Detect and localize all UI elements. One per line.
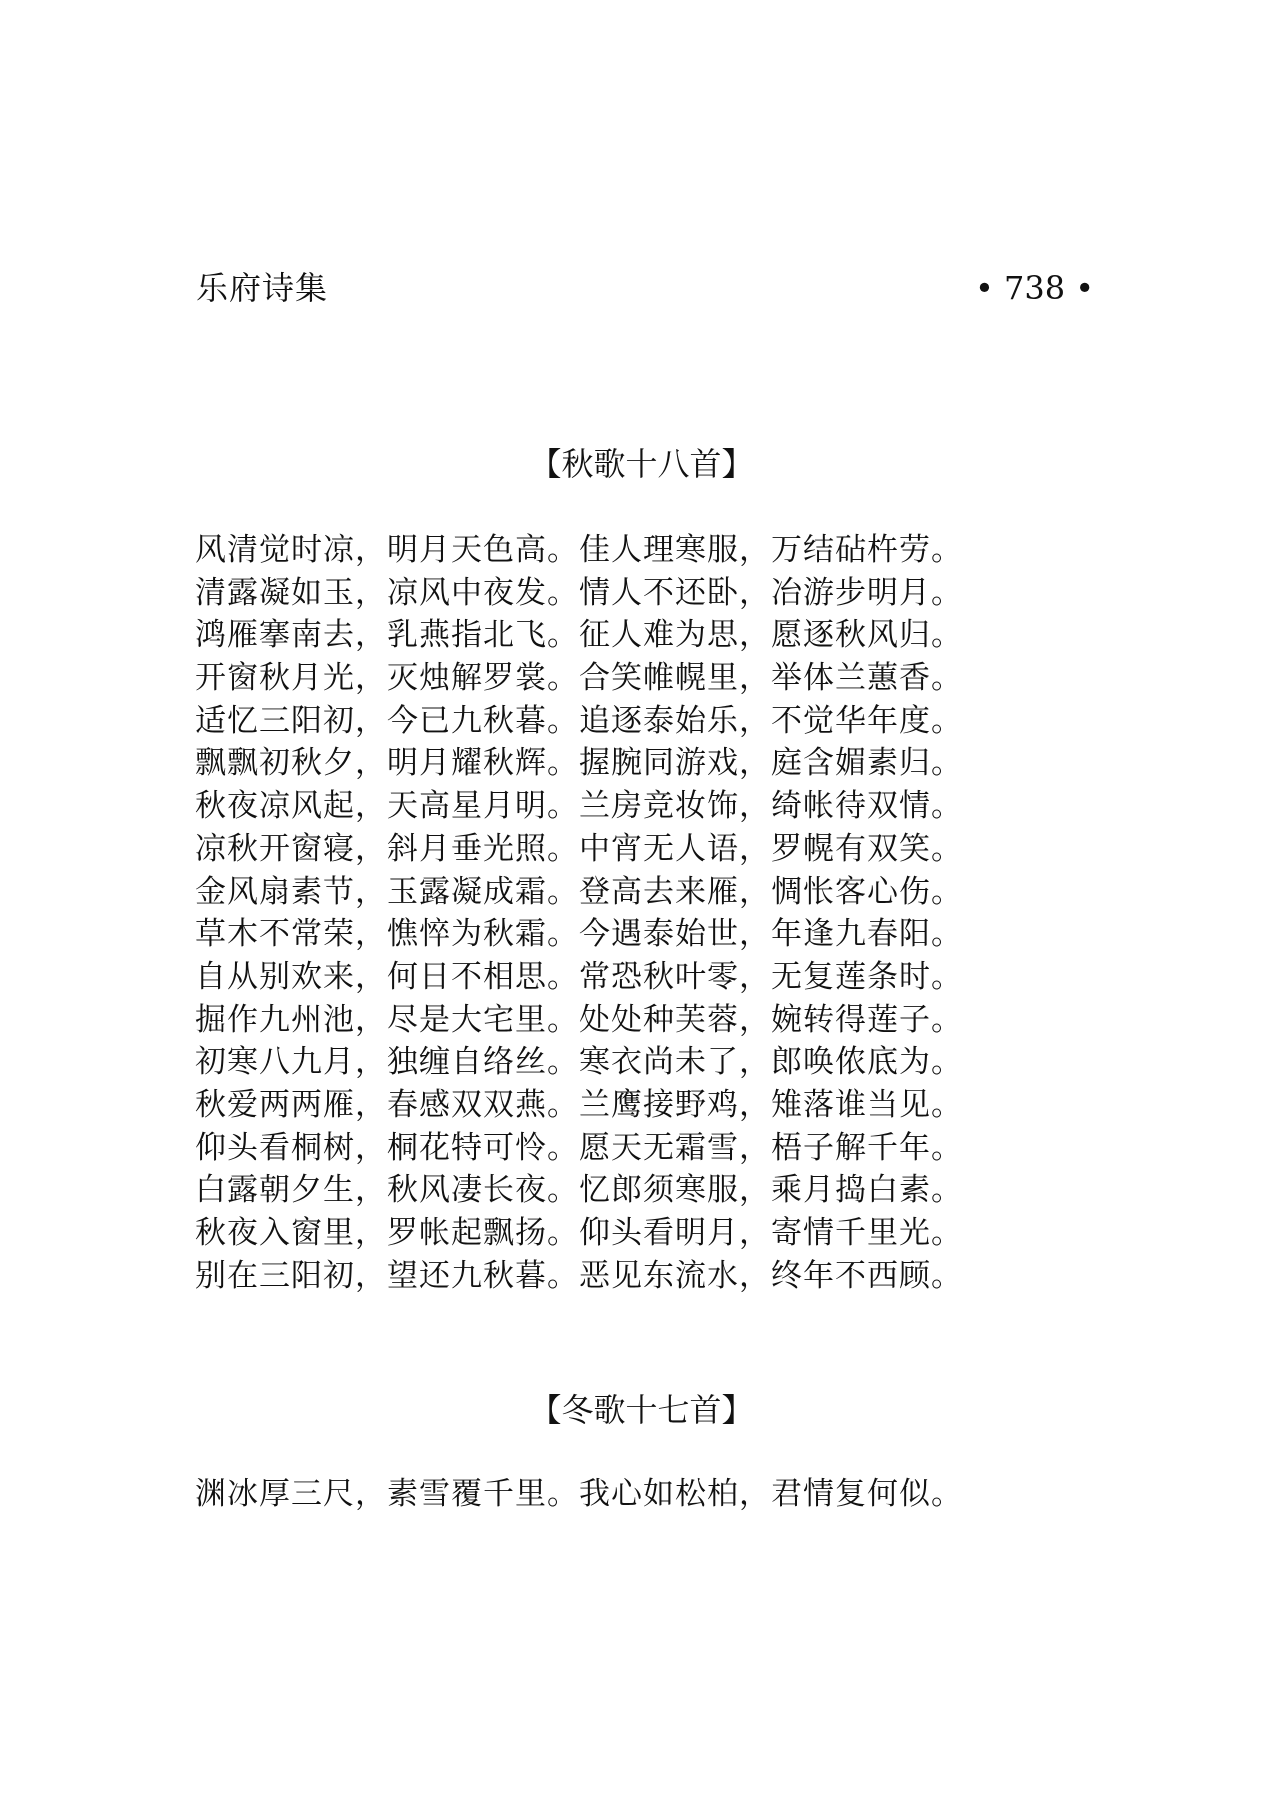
poem-line: 秋夜凉风起，天高星月明。兰房竞妆饰，绮帐待双情。 — [195, 788, 963, 825]
poem-line: 白露朝夕生，秋风凄长夜。忆郎须寒服，乘月捣白素。 — [195, 1172, 963, 1209]
page-number: • 738 • — [975, 269, 1095, 307]
poem-line: 秋夜入窗里，罗帐起飘扬。仰头看明月，寄情千里光。 — [195, 1215, 963, 1251]
poem-line: 飘飘初秋夕，明月耀秋辉。握腕同游戏，庭含媚素归。 — [195, 745, 963, 782]
poem-line: 自从别欢来，何日不相思。常恐秋叶零，无复莲条时。 — [195, 958, 963, 995]
poem-line: 渊冰厚三尺，素雪覆千里。我心如松柏，君情复何似。 — [195, 1476, 963, 1512]
poem-autumn-songs — [195, 529, 963, 1297]
book-title: 乐府诗集 — [196, 269, 329, 307]
poem-line: 金风扇素节，玉露凝成霜。登高去来雁，惆怅客心伤。 — [195, 873, 963, 910]
poem-line: 仰头看桐树，桐花特可怜。愿天无霜雪，梧子解千年。 — [195, 1129, 963, 1166]
poem-line: 凉秋开窗寝，斜月垂光照。中宵无人语，罗幌有双笑。 — [195, 830, 963, 867]
poem-line: 掘作九州池，尽是大宅里。处处种芙蓉，婉转得莲子。 — [195, 1001, 963, 1038]
poem-line: 风清觉时凉，明月天色高。佳人理寒服，万结砧杵劳。 — [195, 532, 963, 568]
poem-line: 别在三阳初，望还九秋暮。恶见东流水，终年不西顾。 — [195, 1257, 963, 1294]
poem-line: 秋爱两两雁，春感双双燕。兰鹰接野鸡，雉落谁当见。 — [195, 1086, 963, 1123]
section-heading-winter-songs: 【冬歌十七首】 — [529, 1391, 754, 1429]
poem-line: 清露凝如玉，凉风中夜发。情人不还卧，冶游步明月。 — [195, 574, 963, 611]
section-heading-autumn-songs: 【秋歌十八首】 — [529, 445, 754, 483]
poem-line: 适忆三阳初，今已九秋暮。追逐泰始乐，不觉华年度。 — [195, 702, 963, 739]
poem-line: 草木不常荣，憔悴为秋霜。今遇泰始世，年逢九春阳。 — [195, 916, 963, 953]
poem-winter-songs — [195, 1473, 963, 1516]
poem-line: 初寒八九月，独缠自络丝。寒衣尚未了，郎唤侬底为。 — [195, 1044, 963, 1081]
poem-line: 开窗秋月光，灭烛解罗裳。合笑帷幌里，举体兰蕙香。 — [195, 660, 963, 697]
poem-line: 鸿雁搴南去，乳燕指北飞。征人难为思，愿逐秋风归。 — [195, 617, 963, 654]
